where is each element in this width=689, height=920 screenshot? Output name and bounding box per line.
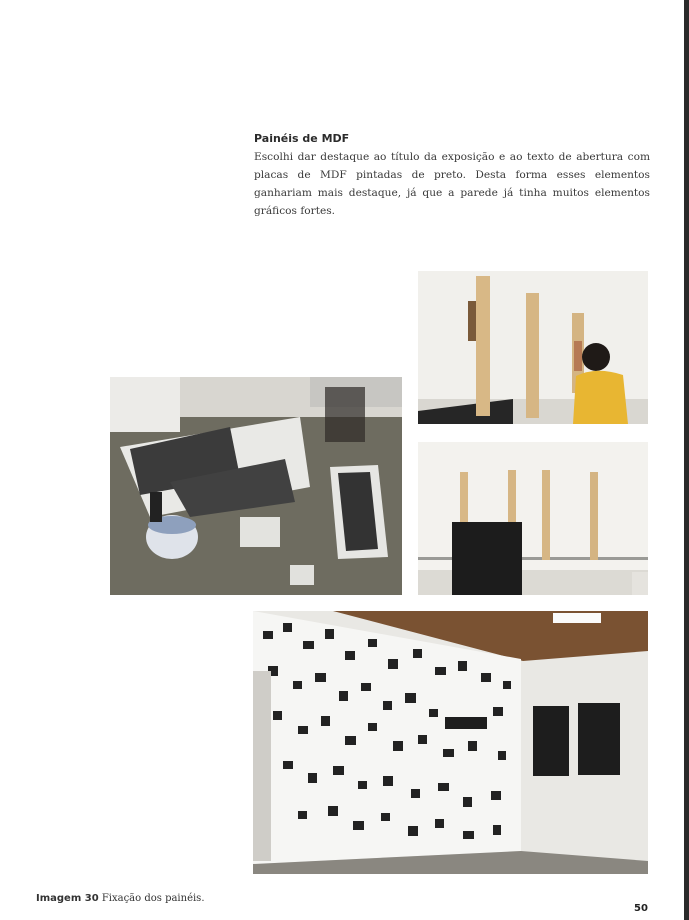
figure-caption-text: Fixação dos painéis.: [98, 893, 205, 904]
figure-caption-label: Imagem 30: [36, 893, 99, 904]
photo-exhibition-wall: [253, 611, 648, 874]
section-heading: Painéis de MDF: [254, 132, 350, 145]
page-number: 50: [634, 903, 648, 914]
page-edge-bar: [684, 0, 689, 920]
figure-caption: [36, 893, 205, 904]
section-paragraph: Escolhi dar destaque ao título da exposição e ao texto de abertura com placas de MDF pintadas de preto. Desta forma esses elementos ganhariam mais destaque, já que a parede já tinha muitos elementos gráficos fortes.: [254, 151, 650, 217]
photo-installing-strips: [418, 271, 648, 424]
photo-panels-on-floor: [110, 377, 402, 595]
photo-strips-with-panel: [418, 442, 648, 595]
